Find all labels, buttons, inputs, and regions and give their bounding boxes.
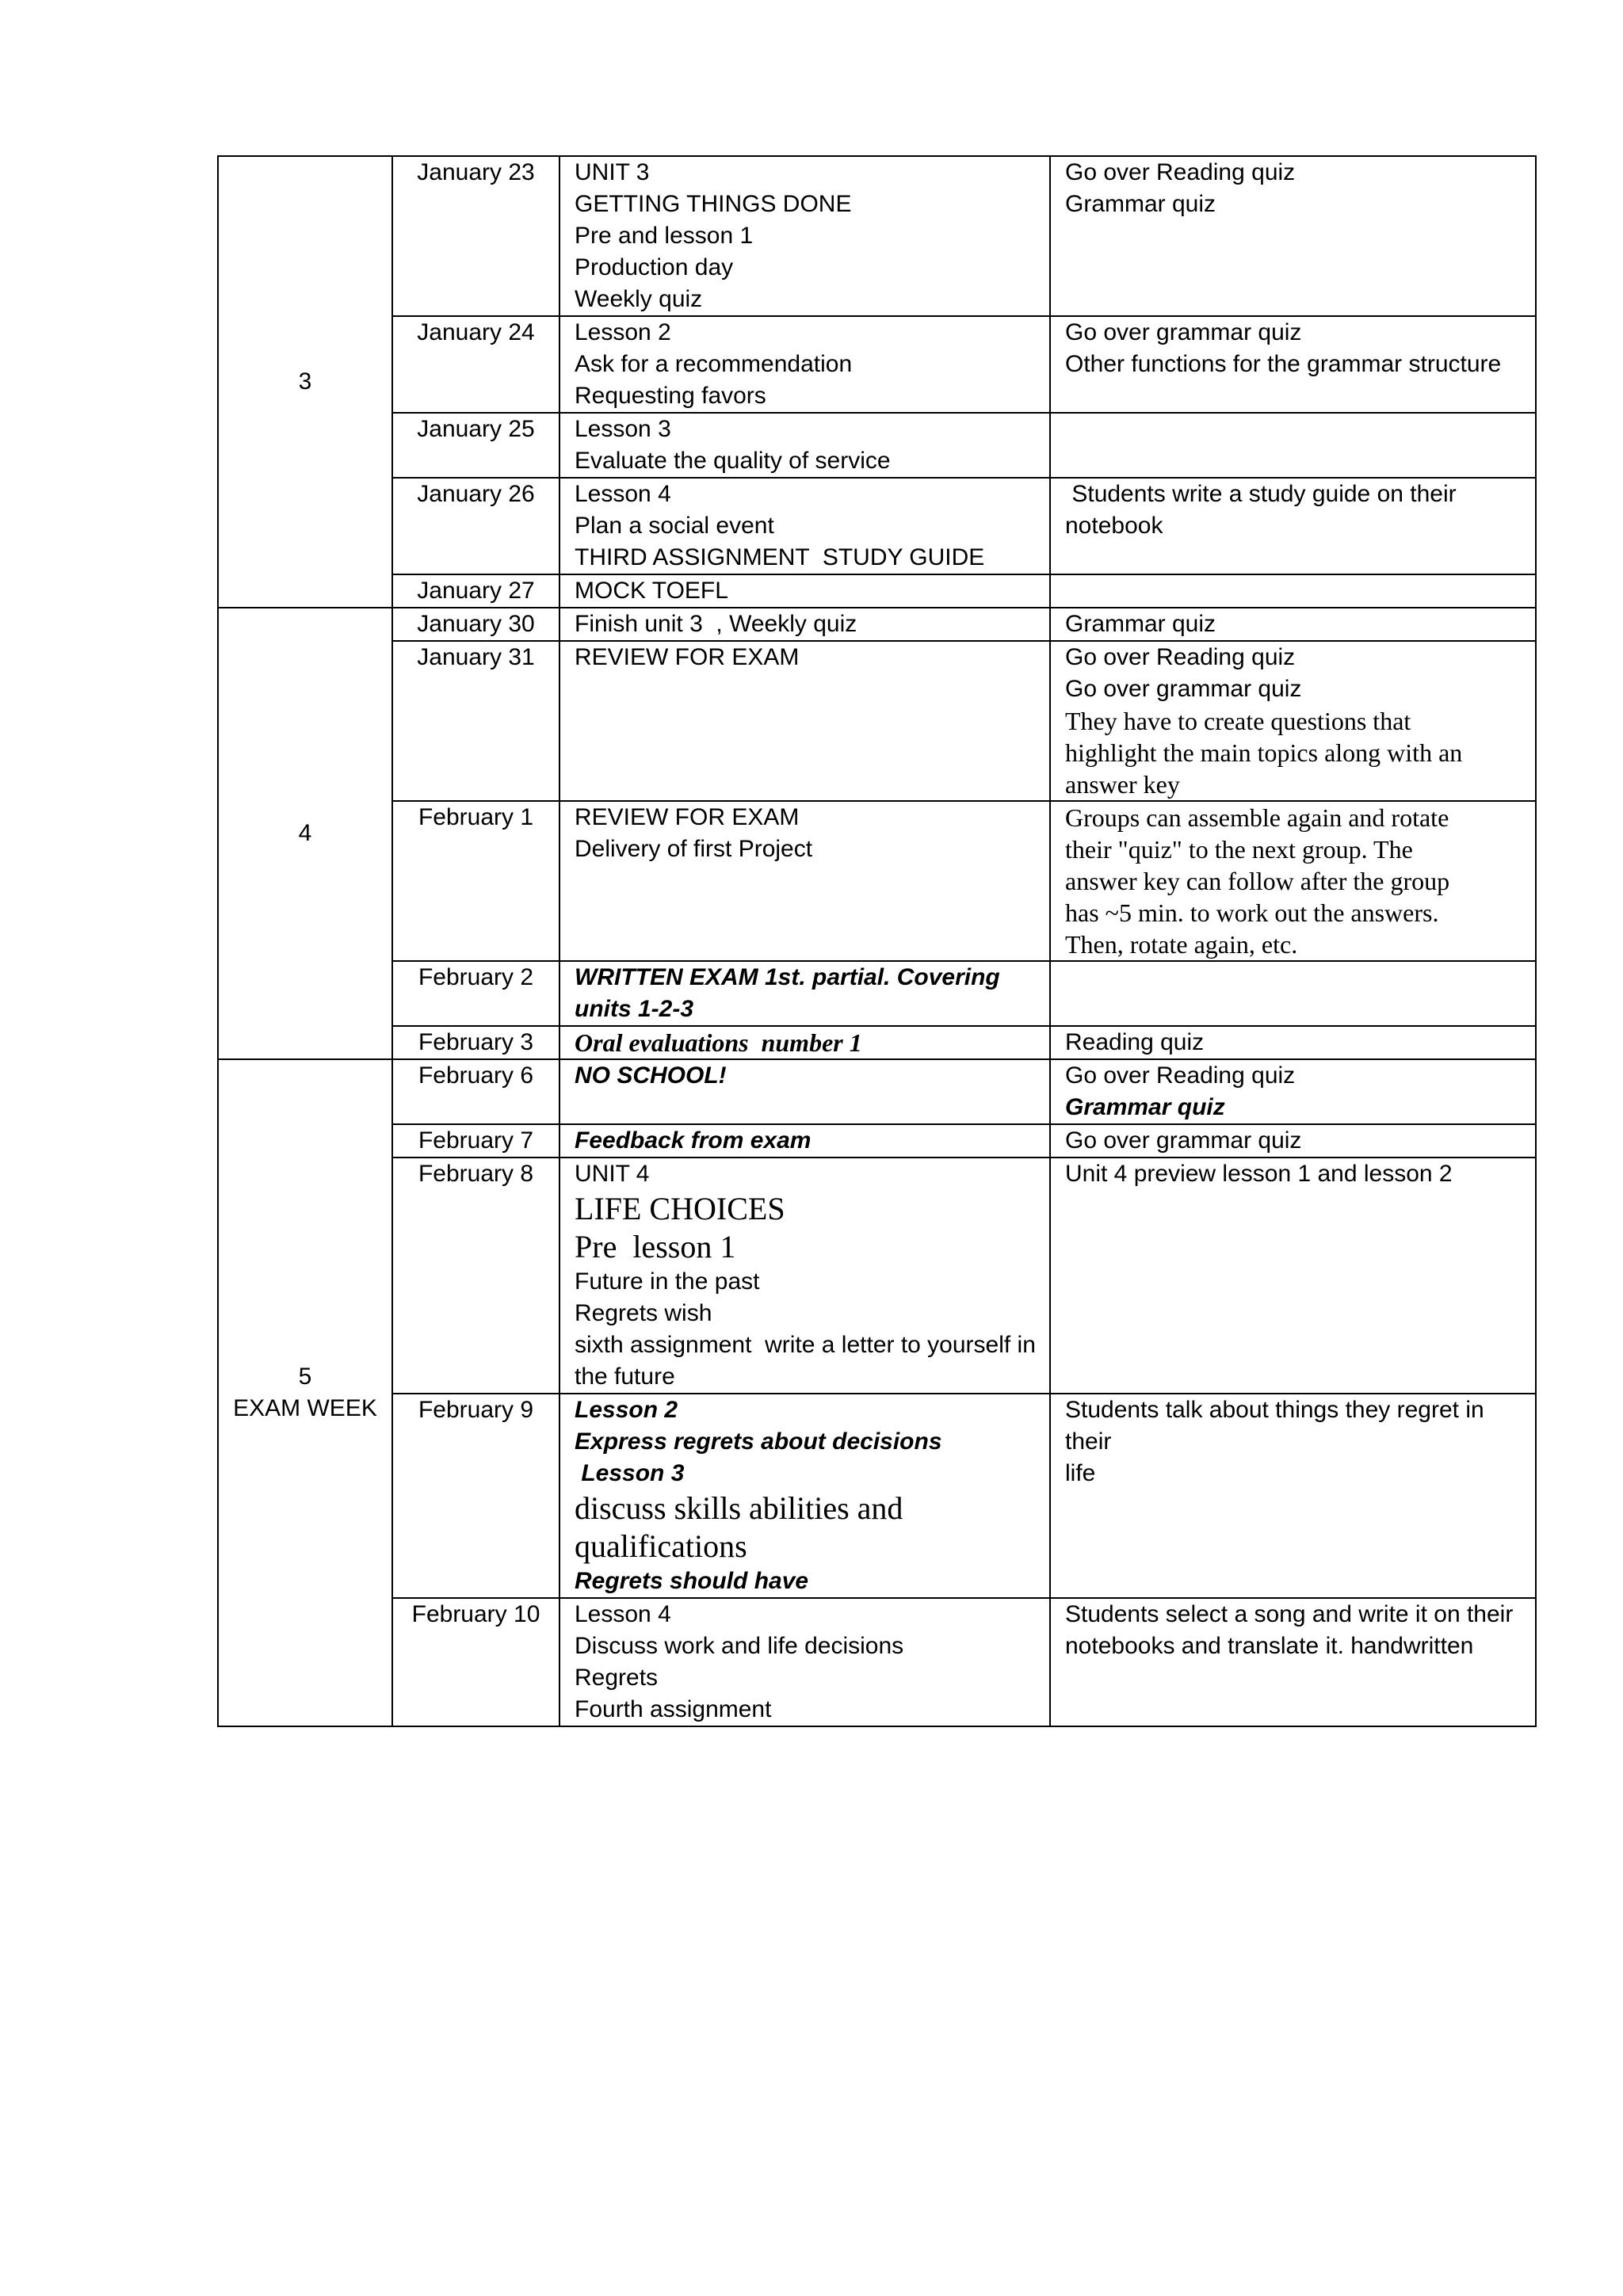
topic-cell — [559, 574, 1050, 608]
date-cell: February 9 — [392, 1394, 559, 1598]
table-row — [218, 413, 1536, 478]
cell-line: Other functions for the grammar structure — [1065, 351, 1502, 377]
cell-line: Delivery of first Project — [575, 836, 813, 862]
cell-line: Pre and lesson 1 — [575, 223, 754, 249]
cell-line: Regrets — [575, 1665, 659, 1691]
topic-cell — [559, 961, 1050, 1026]
cell-line: Students write a study guide on their — [1065, 481, 1457, 507]
cell-line: their "quiz" to the next group. The — [1065, 835, 1413, 864]
cell-line: has ~5 min. to work out the answers. — [1065, 898, 1439, 927]
cell-line: THIRD ASSIGNMENT STUDY GUIDE — [575, 544, 985, 570]
date-cell: January 24 — [392, 316, 559, 413]
cell-line: answer key — [1065, 770, 1180, 799]
cell-line: Reading quiz — [1065, 1029, 1205, 1055]
cell-line: UNIT 4 — [575, 1161, 650, 1187]
table-row — [218, 801, 1536, 961]
date-cell: February 2 — [392, 961, 559, 1026]
topic-cell — [559, 478, 1050, 574]
cell-line: Regrets wish — [575, 1300, 712, 1326]
date-cell: February 3 — [392, 1026, 559, 1059]
cell-line: Lesson 4 — [575, 1601, 671, 1627]
activity-cell — [1050, 1394, 1536, 1598]
week-label: 4 — [298, 820, 312, 846]
cell-line: They have to create questions that — [1065, 707, 1411, 735]
cell-line: UNIT 3 — [575, 159, 650, 185]
activity-cell — [1050, 156, 1536, 316]
cell-line: Lesson 3 — [575, 416, 671, 442]
table-row — [218, 608, 1536, 641]
cell-line: highlight the main topics along with an — [1065, 738, 1463, 767]
week-cell — [218, 608, 392, 1059]
topic-cell — [559, 608, 1050, 641]
topic-cell — [559, 641, 1050, 801]
table-row — [218, 156, 1536, 316]
cell-line: the future — [575, 1363, 675, 1390]
cell-line: Groups can assemble again and rotate — [1065, 803, 1449, 832]
cell-line: qualifications — [575, 1528, 747, 1564]
cell-line: Then, rotate again, etc. — [1065, 930, 1298, 959]
activity-cell — [1050, 478, 1536, 574]
cell-line: Fourth assignment — [575, 1696, 772, 1722]
activity-cell — [1050, 1158, 1536, 1394]
cell-line: Lesson 3 — [575, 1460, 685, 1486]
cell-line: Oral evaluations number 1 — [575, 1028, 862, 1057]
table-row — [218, 641, 1536, 801]
activity-cell — [1050, 413, 1536, 478]
table-row — [218, 1158, 1536, 1394]
week-cell — [218, 156, 392, 608]
table-row — [218, 961, 1536, 1026]
cell-line: Future in the past — [575, 1268, 760, 1295]
cell-line: Unit 4 preview lesson 1 and lesson 2 — [1065, 1161, 1453, 1187]
topic-cell — [559, 1394, 1050, 1598]
week-label: 5 — [298, 1363, 312, 1390]
table-row — [218, 316, 1536, 413]
cell-line: Discuss work and life decisions — [575, 1633, 904, 1659]
activity-cell — [1050, 641, 1536, 801]
cell-line: Evaluate the quality of service — [575, 448, 891, 474]
date-cell: February 8 — [392, 1158, 559, 1394]
week-cell — [218, 1059, 392, 1726]
cell-line: REVIEW FOR EXAM — [575, 644, 800, 670]
schedule-body — [218, 156, 1536, 1726]
cell-line: NO SCHOOL! — [575, 1062, 727, 1089]
week-label: EXAM WEEK — [233, 1395, 377, 1421]
cell-line: Finish unit 3 , Weekly quiz — [575, 611, 857, 637]
week-label: 3 — [298, 368, 312, 395]
topic-cell — [559, 1124, 1050, 1158]
cell-line: Plan a social event — [575, 513, 774, 539]
date-cell: January 26 — [392, 478, 559, 574]
cell-line: sixth assignment write a letter to yourself in — [575, 1332, 1036, 1358]
cell-line: Grammar quiz — [1065, 191, 1216, 217]
cell-line: Feedback from exam — [575, 1127, 812, 1154]
cell-line: Grammar quiz — [1065, 611, 1216, 637]
cell-line: Go over Reading quiz — [1065, 159, 1296, 185]
cell-line: Go over grammar quiz — [1065, 676, 1302, 702]
cell-line: Students talk about things they regret in their — [1065, 1397, 1491, 1455]
table-row — [218, 1059, 1536, 1124]
table-row — [218, 1026, 1536, 1059]
cell-line: Weekly quiz — [575, 286, 703, 312]
cell-line: Go over grammar quiz — [1065, 1127, 1302, 1154]
cell-line: answer key can follow after the group — [1065, 867, 1450, 895]
cell-line: Go over grammar quiz — [1065, 319, 1302, 345]
cell-line: REVIEW FOR EXAM — [575, 804, 800, 830]
cell-line: GETTING THINGS DONE — [575, 191, 852, 217]
cell-line: life — [1065, 1460, 1096, 1486]
cell-line: notebooks and translate it. handwritten — [1065, 1633, 1474, 1659]
table-row — [218, 478, 1536, 574]
table-row — [218, 574, 1536, 608]
topic-cell — [559, 1059, 1050, 1124]
cell-line: Grammar quiz — [1065, 1094, 1225, 1120]
topic-cell — [559, 1158, 1050, 1394]
table-row — [218, 1598, 1536, 1726]
topic-cell — [559, 316, 1050, 413]
cell-line: notebook — [1065, 513, 1163, 539]
cell-line: Students select a song and write it on their — [1065, 1601, 1514, 1627]
table-row — [218, 1124, 1536, 1158]
topic-cell — [559, 156, 1050, 316]
topic-cell — [559, 1026, 1050, 1059]
cell-line: Lesson 4 — [575, 481, 671, 507]
cell-line: Express regrets about decisions — [575, 1428, 942, 1455]
cell-line: LIFE CHOICES — [575, 1191, 785, 1226]
schedule-table — [217, 155, 1537, 1727]
activity-cell — [1050, 961, 1536, 1026]
topic-cell — [559, 801, 1050, 961]
activity-cell — [1050, 574, 1536, 608]
activity-cell — [1050, 1026, 1536, 1059]
cell-line: units 1-2-3 — [575, 996, 694, 1022]
table-row — [218, 1394, 1536, 1598]
cell-line: Lesson 2 — [575, 1397, 678, 1423]
activity-cell — [1050, 608, 1536, 641]
activity-cell — [1050, 316, 1536, 413]
topic-cell — [559, 1598, 1050, 1726]
cell-line: WRITTEN EXAM 1st. partial. Covering — [575, 964, 1000, 990]
date-cell: January 27 — [392, 574, 559, 608]
date-cell: February 10 — [392, 1598, 559, 1726]
cell-line: Requesting favors — [575, 383, 766, 409]
date-cell: January 25 — [392, 413, 559, 478]
activity-cell — [1050, 801, 1536, 961]
date-cell: February 1 — [392, 801, 559, 961]
date-cell: January 31 — [392, 641, 559, 801]
cell-line: Go over Reading quiz — [1065, 644, 1296, 670]
cell-line: MOCK TOEFL — [575, 578, 728, 604]
activity-cell — [1050, 1598, 1536, 1726]
cell-line: Pre lesson 1 — [575, 1229, 736, 1264]
cell-line: Regrets should have — [575, 1568, 809, 1594]
cell-line: Ask for a recommendation — [575, 351, 853, 377]
date-cell: January 30 — [392, 608, 559, 641]
date-cell: February 6 — [392, 1059, 559, 1124]
cell-line: Go over Reading quiz — [1065, 1062, 1296, 1089]
cell-line: Production day — [575, 254, 734, 280]
cell-line: Lesson 2 — [575, 319, 671, 345]
activity-cell — [1050, 1059, 1536, 1124]
date-cell: February 7 — [392, 1124, 559, 1158]
cell-line: discuss skills abilities and — [575, 1490, 903, 1526]
date-cell: January 23 — [392, 156, 559, 316]
activity-cell — [1050, 1124, 1536, 1158]
topic-cell — [559, 413, 1050, 478]
